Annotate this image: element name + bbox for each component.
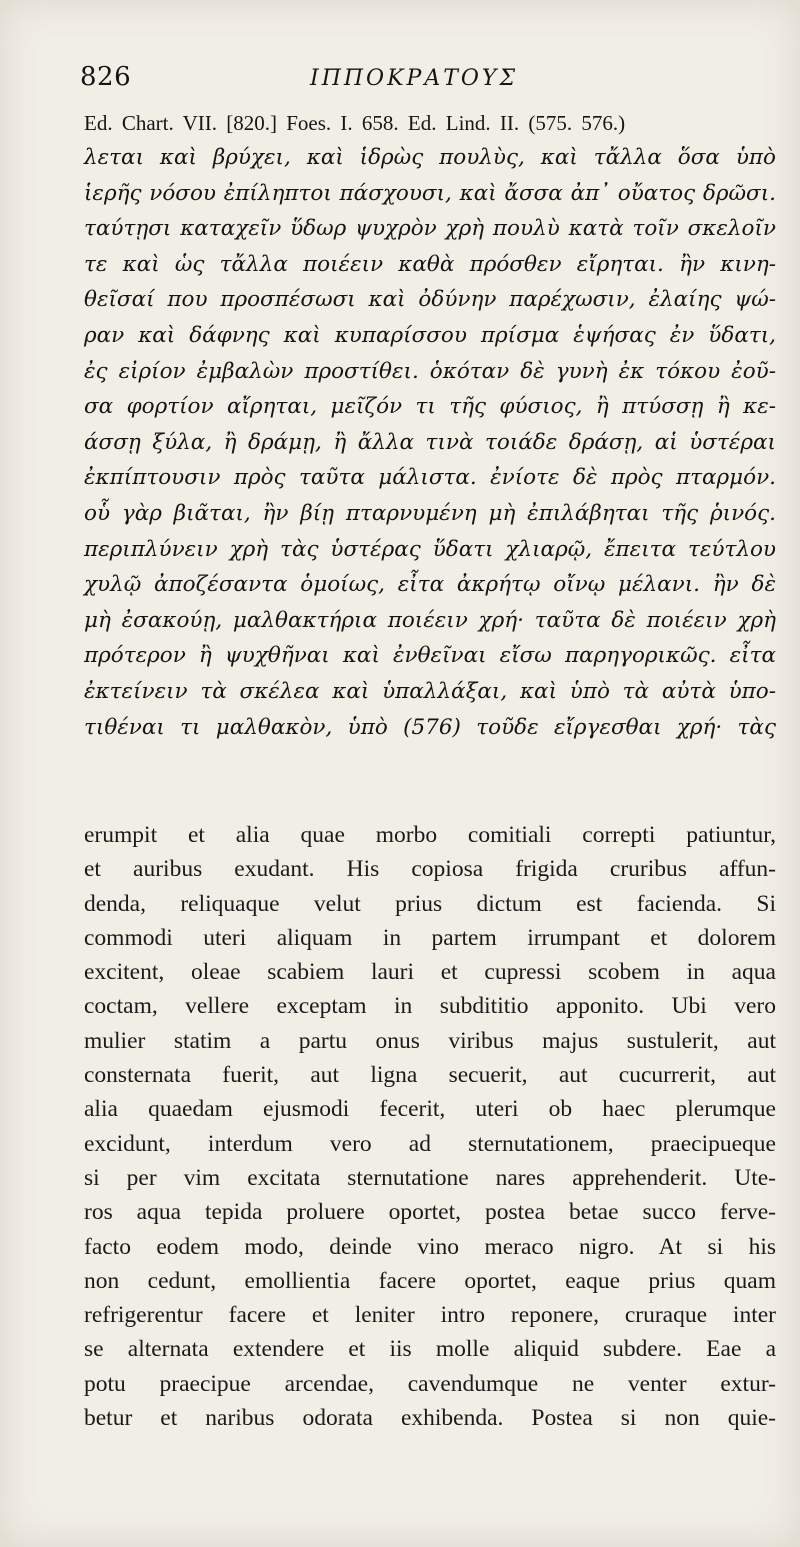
latin-text-line: refrigerentur facere et leniter intro reponere, cruraque inter [84, 1302, 776, 1329]
page-header [80, 62, 770, 102]
latin-text-line: betur et naribus odorata exhibenda. Postea si non quie- [84, 1405, 776, 1432]
latin-text-line: alia quaedam ejusmodi fecerit, uteri ob haec plerumque [84, 1096, 776, 1123]
latin-text-line: se alternata extendere et iis molle aliquid subdere. Eae a [84, 1336, 776, 1363]
greek-text-line: θεῖσαί που προσπέσωσι καὶ ὀδύνην παρέχωσιν, ἐλαίης ψώ- [84, 287, 776, 313]
greek-text-line: πρότερον ἢ ψυχθῆναι καὶ ἐνθεῖναι εἴσω παρηγορικῶς. εἶτα [84, 643, 776, 669]
latin-text-line: commodi uteri aliquam in partem irrumpant et dolorem [84, 924, 776, 951]
page-number: 826 [80, 62, 132, 92]
greek-text-line: τιθέναι τι μαλθακὸν, ὑπὸ (576) τοῦδε εἴργεσθαι χρή· τὰς [84, 714, 776, 740]
latin-text-line: facto eodem modo, deinde vino meraco nigro. At si his [84, 1233, 776, 1260]
edition-references: Ed. Chart. VII. [820.] Foes. I. 658. Ed. Lind. II. (575. 576.) [84, 111, 626, 135]
greek-text-line: ραν καὶ δάφνης καὶ κυπαρίσσου πρίσμα ἑψήσας ἐν ὕδατι, [84, 322, 776, 348]
greek-text-line: ἐκπίπτουσιν πρὸς ταῦτα μάλιστα. ἐνίοτε δὲ πρὸς πταρμόν. [84, 465, 776, 491]
latin-text-block [84, 818, 776, 1435]
greek-text-line: περιπλύνειν χρὴ τὰς ὑστέρας ὕδατι χλιαρῷ, ἔπειτα τεύτλου [84, 536, 776, 562]
latin-text-line: si per vim excitata sternutatione nares apprehenderit. Ute- [84, 1164, 776, 1191]
greek-text-line: λεται καὶ βρύχει, καὶ ἱδρὼς πουλὺς, καὶ τἄλλα ὅσα ὑπὸ [84, 145, 776, 170]
greek-text-line: μὴ ἐσακούῃ, μαλθακτήρια ποιέειν χρή· ταῦτα δὲ ποιέειν χρὴ [84, 607, 776, 633]
greek-text-line: τε καὶ ὡς τἄλλα ποιέειν καθὰ πρόσθεν εἴρηται. ἢν κινη- [84, 251, 776, 277]
greek-text-line: ταύτῃσι καταχεῖν ὕδωρ ψυχρὸν χρὴ πουλὺ κατὰ τοῖν σκελοῖν [84, 216, 776, 242]
latin-text-line: potu praecipue arcendae, cavendumque ne venter extur- [84, 1370, 776, 1397]
latin-text-line: non cedunt, emollientia facere oportet, eaque prius quam [84, 1267, 776, 1294]
greek-text-line: ἐκτείνειν τὰ σκέλεα καὶ ὑπαλλάξαι, καὶ ὑπὸ τὰ αὐτὰ ὑπο- [84, 678, 776, 704]
greek-text-line: άσσῃ ξύλα, ἢ δράμῃ, ἢ ἄλλα τινὰ τοιάδε δράσῃ, αἱ ὑστέραι [84, 429, 776, 455]
latin-text-line: et auribus exudant. His copiosa frigida cruribus affun- [84, 856, 776, 883]
running-title: ΙΠΠΟΚΡΑΤΟΥΣ [310, 66, 519, 91]
latin-text-line: consternata fuerit, aut ligna secuerit, aut cucurrerit, aut [84, 1062, 776, 1089]
greek-text-line: σα φορτίον αἴρηται, μεῖζόν τι τῆς φύσιος, ἢ πτύσσῃ ἢ κε- [84, 394, 776, 420]
greek-text-block [84, 140, 776, 745]
greek-text-line: ἐς εἰρίον ἐμβαλὼν προστίθει. ὁκόταν δὲ γυνὴ ἐκ τόκου ἐοῦ- [84, 358, 776, 384]
greek-text-line: χυλῷ ἀποζέσαντα ὁμοίως, εἶτα ἀκρήτῳ οἴνῳ μέλανι. ἢν δὲ [84, 572, 776, 598]
latin-text-line: mulier statim a partu onus viribus majus sustulerit, aut [84, 1027, 776, 1054]
latin-text-line: erumpit et alia quae morbo comitiali correpti patiuntur, [84, 822, 776, 848]
latin-text-line: denda, reliquaque velut prius dictum est facienda. Si [84, 890, 776, 917]
latin-text-line: ros aqua tepida proluere oportet, postea betae succo ferve- [84, 1199, 776, 1226]
greek-text-line: οὗ γὰρ βιᾶται, ἢν βίῃ πταρνυμένη μὴ ἐπιλάβηται τῆς ῥινός. [84, 500, 776, 526]
greek-text-line: ἱερῆς νόσου ἐπίληπτοι πάσχουσι, καὶ ἄσσα ἀπ᾽ οὔατος δρῶσι. [84, 180, 776, 206]
latin-text-line: coctam, vellere exceptam in subdititio apponito. Ubi vero [84, 993, 776, 1020]
latin-text-line: excidunt, interdum vero ad sternutationem, praecipueque [84, 1130, 776, 1157]
latin-text-line: excitent, oleae scabiem lauri et cupressi scobem in aqua [84, 959, 776, 986]
